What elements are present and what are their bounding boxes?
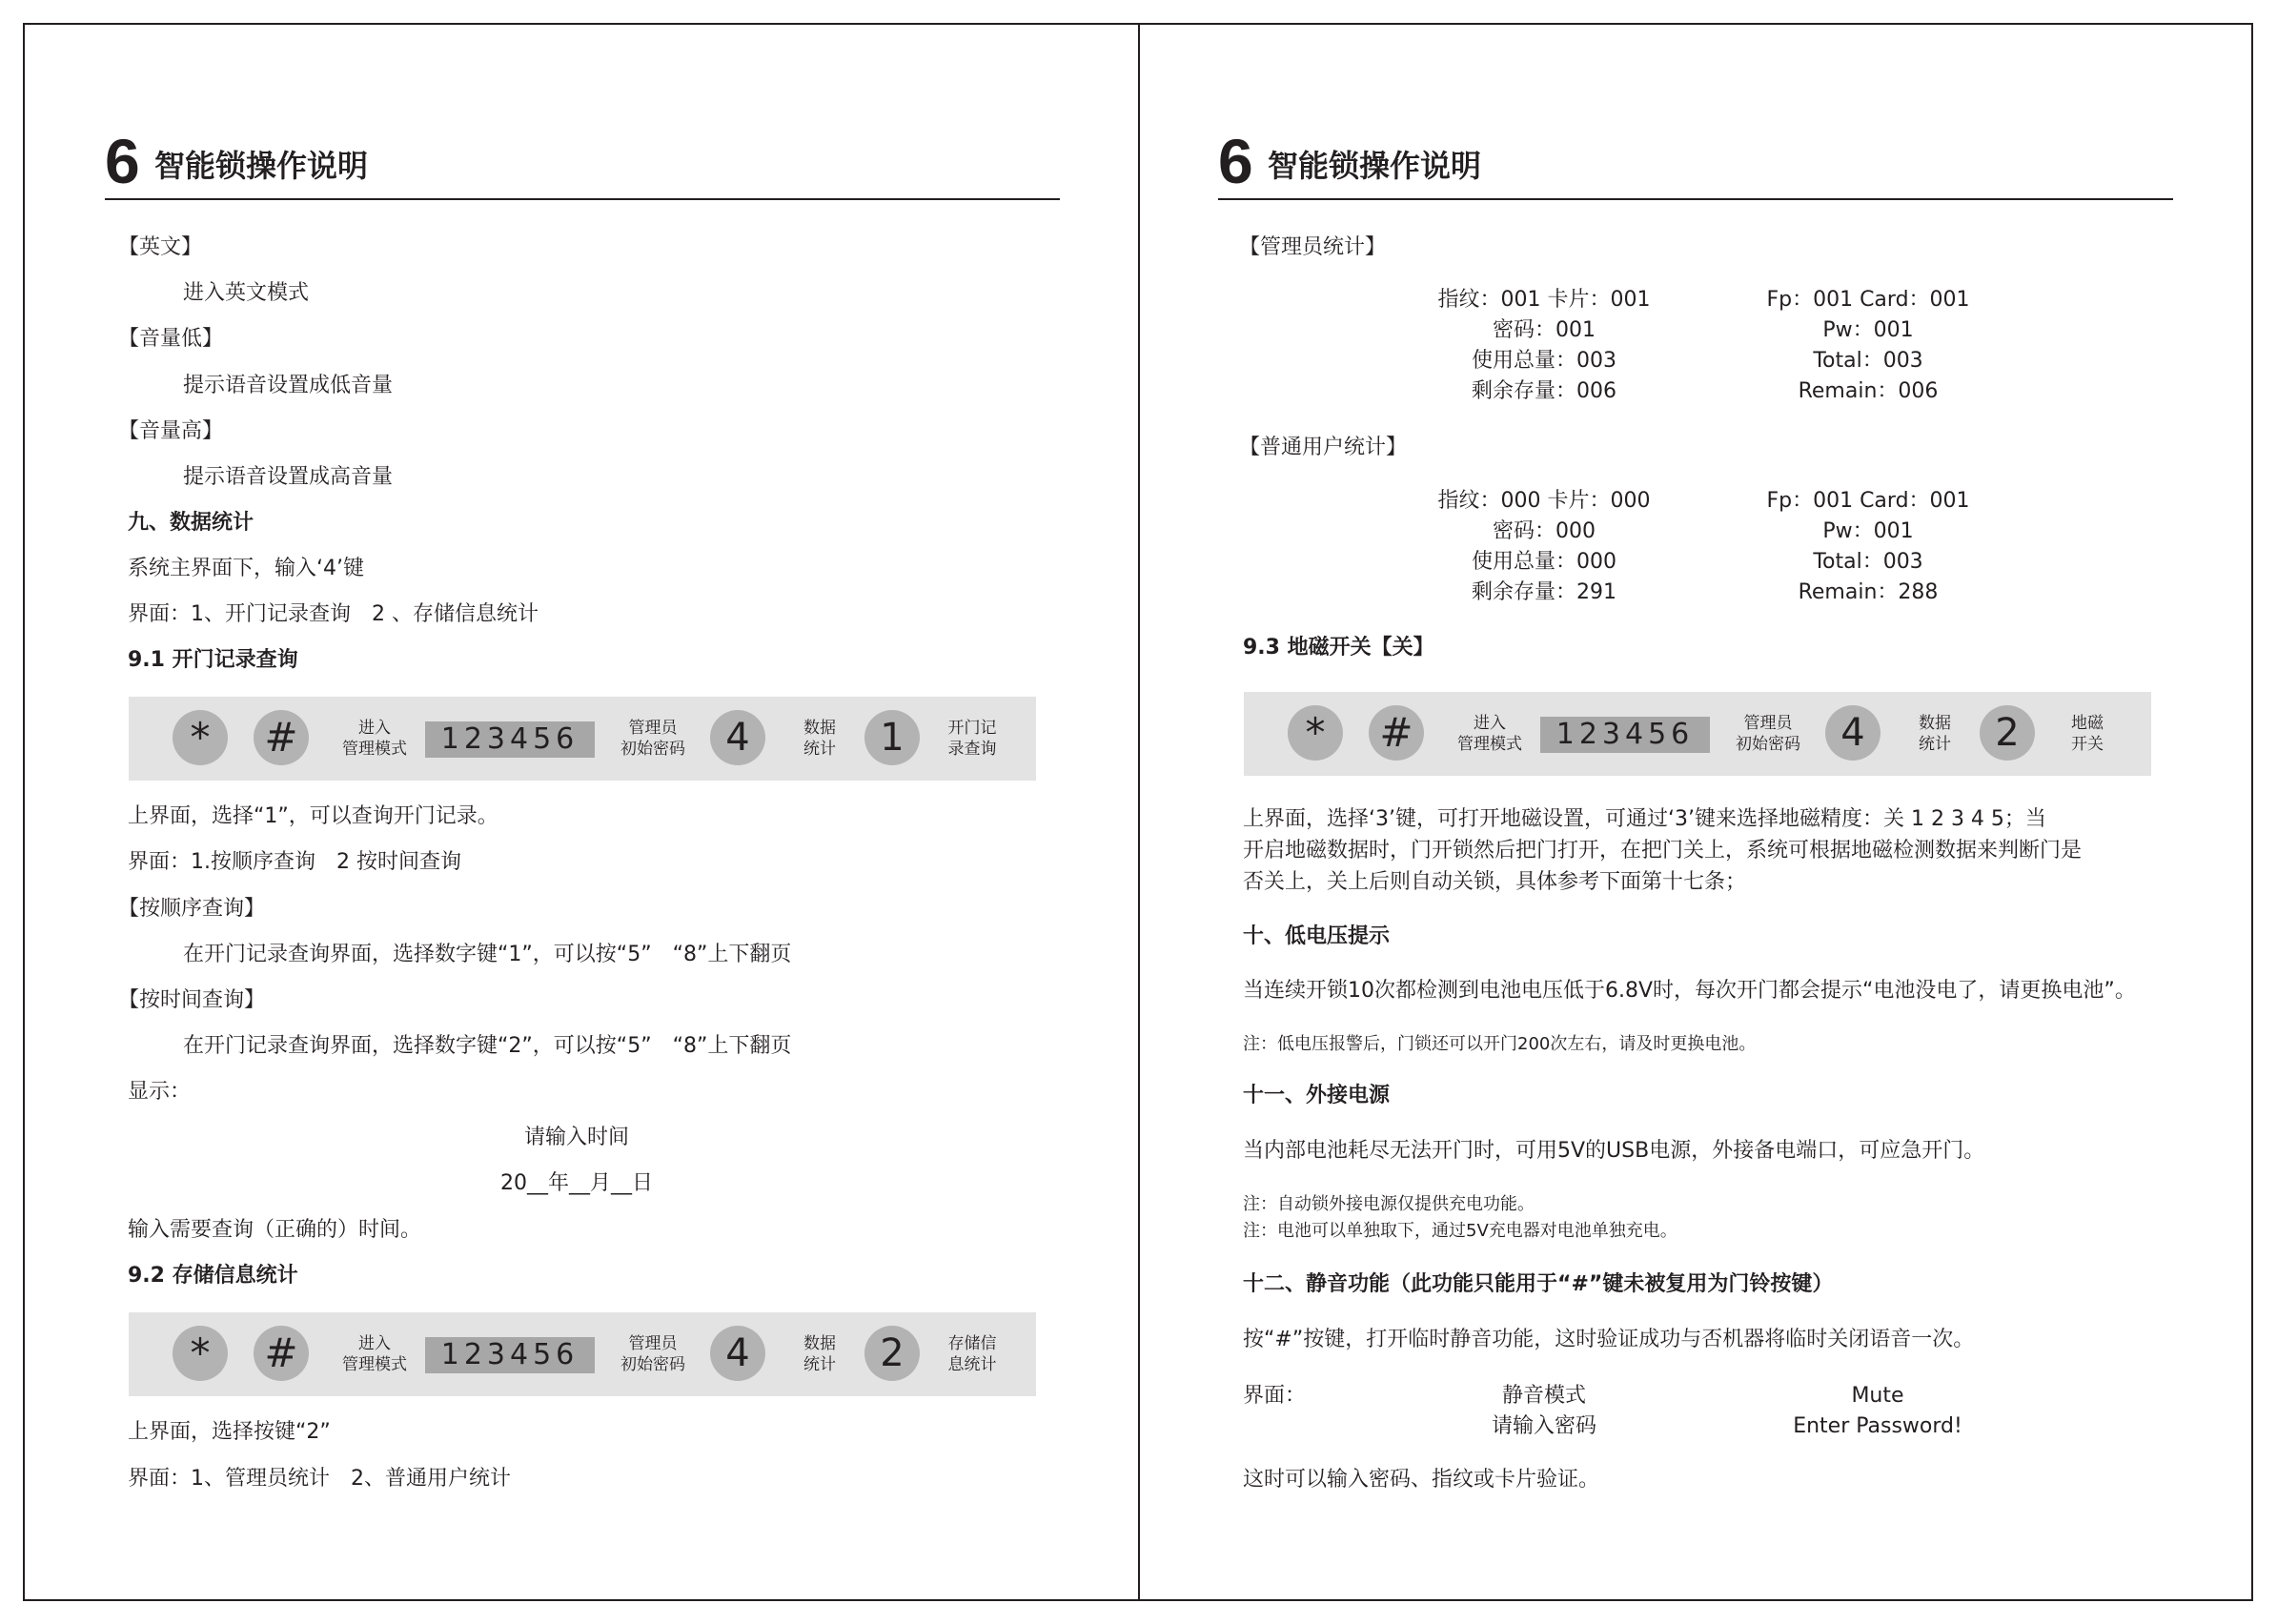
section-9-3-heading: 9.3 地磁开关【关】 [1243, 636, 1434, 660]
keypad-illustration [129, 1312, 1036, 1396]
password-display: 123456 [425, 1337, 595, 1373]
admin-stats-en-4: Remain：006 [1798, 379, 1939, 403]
data-stats-label: 数据 统计 [803, 1334, 836, 1374]
section-11-text: 当内部电池耗尽无法开门时，可用5V的USB电源，外接备电端口，可应急开门。 [1243, 1139, 1985, 1163]
user-stats-en-3: Total：003 [1813, 550, 1923, 574]
mute-ui-en-2: Enter Password! [1793, 1414, 1962, 1438]
section-11-note-1: 注：自动锁外接电源仅提供充电功能。 [1243, 1194, 1535, 1214]
key-1: 1 [864, 710, 920, 765]
open-record-label: 开门记 录查询 [947, 719, 997, 759]
volume-low-desc: 提示语音设置成低音量 [183, 374, 394, 397]
chapter-number: 6 [1218, 126, 1253, 196]
mute-ui-cn-1: 静音模式 [1501, 1384, 1586, 1408]
admin-stats-cn-3: 使用总量：003 [1472, 349, 1616, 373]
section-9-3-text-2: 开启地磁数据时，门开锁然后把门打开，在把门关上，系统可根据地磁检测数据来判断门是 [1243, 839, 2083, 863]
key-4: 4 [1825, 705, 1881, 761]
admin-stats-cn-2: 密码：001 [1493, 318, 1596, 342]
english-heading: 【英文】 [118, 235, 203, 259]
section-9-text-1: 系统主界面下，输入‘4’键 [128, 557, 364, 580]
section-12-text: 按“#”按键，打开临时静音功能，这时验证成功与否机器将临时关闭语音一次。 [1243, 1328, 1975, 1351]
section-12-end-text: 这时可以输入密码、指纹或卡片验证。 [1243, 1468, 1600, 1492]
chapter-number: 6 [105, 126, 140, 196]
volume-high-desc: 提示语音设置成高音量 [183, 465, 394, 489]
section-10-heading: 十、低电压提示 [1243, 924, 1391, 948]
section-9-2-text-2: 界面：1、管理员统计 2、普通用户统计 [128, 1467, 511, 1491]
section-9-1-text-1: 上界面，选择“1”，可以查询开门记录。 [128, 804, 498, 828]
admin-stats-en-1: Fp：001 Card：001 [1766, 288, 1970, 312]
user-stats-heading: 【普通用户统计】 [1239, 436, 1408, 459]
enter-admin-label: 进入 管理模式 [342, 1334, 407, 1374]
section-12-heading: 十二、静音功能（此功能只能用于“#”键未被复用为门铃按键） [1243, 1272, 1834, 1296]
admin-password-label: 管理员 初始密码 [1736, 714, 1800, 754]
hash-key: # [254, 1326, 309, 1381]
display-label: 显示： [128, 1080, 192, 1104]
time-query-heading: 【按时间查询】 [118, 988, 266, 1012]
english-desc: 进入英文模式 [183, 281, 310, 305]
admin-stats-cn-4: 剩余存量：006 [1472, 379, 1616, 403]
star-key: * [173, 710, 228, 765]
enter-admin-label: 进入 管理模式 [1457, 714, 1522, 754]
input-time-text: 输入需要查询（正确的）时间。 [128, 1218, 422, 1242]
key-4: 4 [710, 1326, 765, 1381]
admin-stats-heading: 【管理员统计】 [1239, 235, 1387, 259]
hash-key: # [1369, 705, 1424, 761]
enter-admin-label: 进入 管理模式 [342, 719, 407, 759]
data-stats-label: 数据 统计 [803, 719, 836, 759]
admin-stats-en-2: Pw：001 [1822, 318, 1914, 342]
data-stats-label: 数据 统计 [1919, 714, 1951, 754]
time-query-desc: 在开门记录查询界面，选择数字键“2”，可以按“5” “8”上下翻页 [183, 1034, 792, 1058]
user-stats-en-4: Remain：288 [1798, 580, 1939, 604]
mute-ui-en-1: Mute [1851, 1384, 1904, 1408]
geomagnetic-switch-label: 地磁 开关 [2071, 714, 2104, 754]
chapter-title: 智能锁操作说明 [1268, 148, 1482, 184]
password-display: 123456 [1540, 717, 1710, 753]
section-9-2-heading: 9.2 存储信息统计 [128, 1264, 298, 1288]
section-9-heading: 九、数据统计 [128, 511, 254, 535]
order-query-heading: 【按顺序查询】 [118, 897, 266, 921]
section-9-3-text-3: 否关上，关上后则自动关锁，具体参考下面第十七条； [1243, 870, 1747, 894]
volume-low-heading: 【音量低】 [118, 327, 224, 351]
password-display: 123456 [425, 721, 595, 758]
section-9-1-heading: 9.1 开门记录查询 [128, 648, 298, 672]
display-line-2: 20__年__月__日 [500, 1171, 653, 1195]
keypad-illustration [1244, 692, 2151, 776]
section-10-text: 当连续开锁10次都检测到电池电压低于6.8V时，每次开门都会提示“电池没电了，请更换电池”。 [1243, 979, 2136, 1003]
storage-stats-label: 存储信 息统计 [947, 1334, 997, 1374]
section-11-heading: 十一、外接电源 [1243, 1084, 1391, 1107]
section-9-3-text-1: 上界面，选择‘3’键，可打开地磁设置，可通过‘3’键来选择地磁精度：关 1 2 3 4 5；当 [1243, 807, 2046, 831]
user-stats-cn-4: 剩余存量：291 [1472, 580, 1616, 604]
user-stats-en-2: Pw：001 [1822, 519, 1914, 543]
admin-password-label: 管理员 初始密码 [620, 1334, 685, 1374]
admin-password-label: 管理员 初始密码 [620, 719, 685, 759]
volume-high-heading: 【音量高】 [118, 419, 224, 443]
mute-ui-label: 界面： [1243, 1384, 1307, 1408]
user-stats-en-1: Fp：001 Card：001 [1766, 489, 1970, 513]
page-divider [1138, 23, 1140, 1601]
user-stats-cn-1: 指纹：000 卡片：000 [1437, 489, 1651, 513]
star-key: * [1288, 705, 1343, 761]
key-4: 4 [710, 710, 765, 765]
user-stats-cn-2: 密码：000 [1493, 519, 1596, 543]
admin-stats-en-3: Total：003 [1813, 349, 1923, 373]
section-10-note: 注：低电压报警后，门锁还可以开门200次左右，请及时更换电池。 [1243, 1034, 1757, 1054]
section-9-2-text-1: 上界面，选择按键“2” [128, 1420, 331, 1444]
order-query-desc: 在开门记录查询界面，选择数字键“1”，可以按“5” “8”上下翻页 [183, 943, 792, 966]
section-9-1-text-2: 界面：1.按顺序查询 2 按时间查询 [128, 850, 461, 874]
keypad-illustration [129, 697, 1036, 781]
key-2: 2 [864, 1326, 920, 1381]
user-stats-cn-3: 使用总量：000 [1472, 550, 1616, 574]
chapter-title: 智能锁操作说明 [154, 148, 369, 184]
display-line-1: 请输入时间 [523, 1126, 629, 1149]
star-key: * [173, 1326, 228, 1381]
section-11-note-2: 注：电池可以单独取下，通过5V充电器对电池单独充电。 [1243, 1221, 1677, 1241]
hash-key: # [254, 710, 309, 765]
mute-ui-cn-2: 请输入密码 [1491, 1414, 1596, 1438]
page-header-left [105, 124, 1060, 200]
page-header-right [1218, 124, 2173, 200]
key-2: 2 [1980, 705, 2035, 761]
admin-stats-cn-1: 指纹：001 卡片：001 [1437, 288, 1651, 312]
section-9-text-2: 界面：1、开门记录查询 2 、存储信息统计 [128, 602, 539, 626]
